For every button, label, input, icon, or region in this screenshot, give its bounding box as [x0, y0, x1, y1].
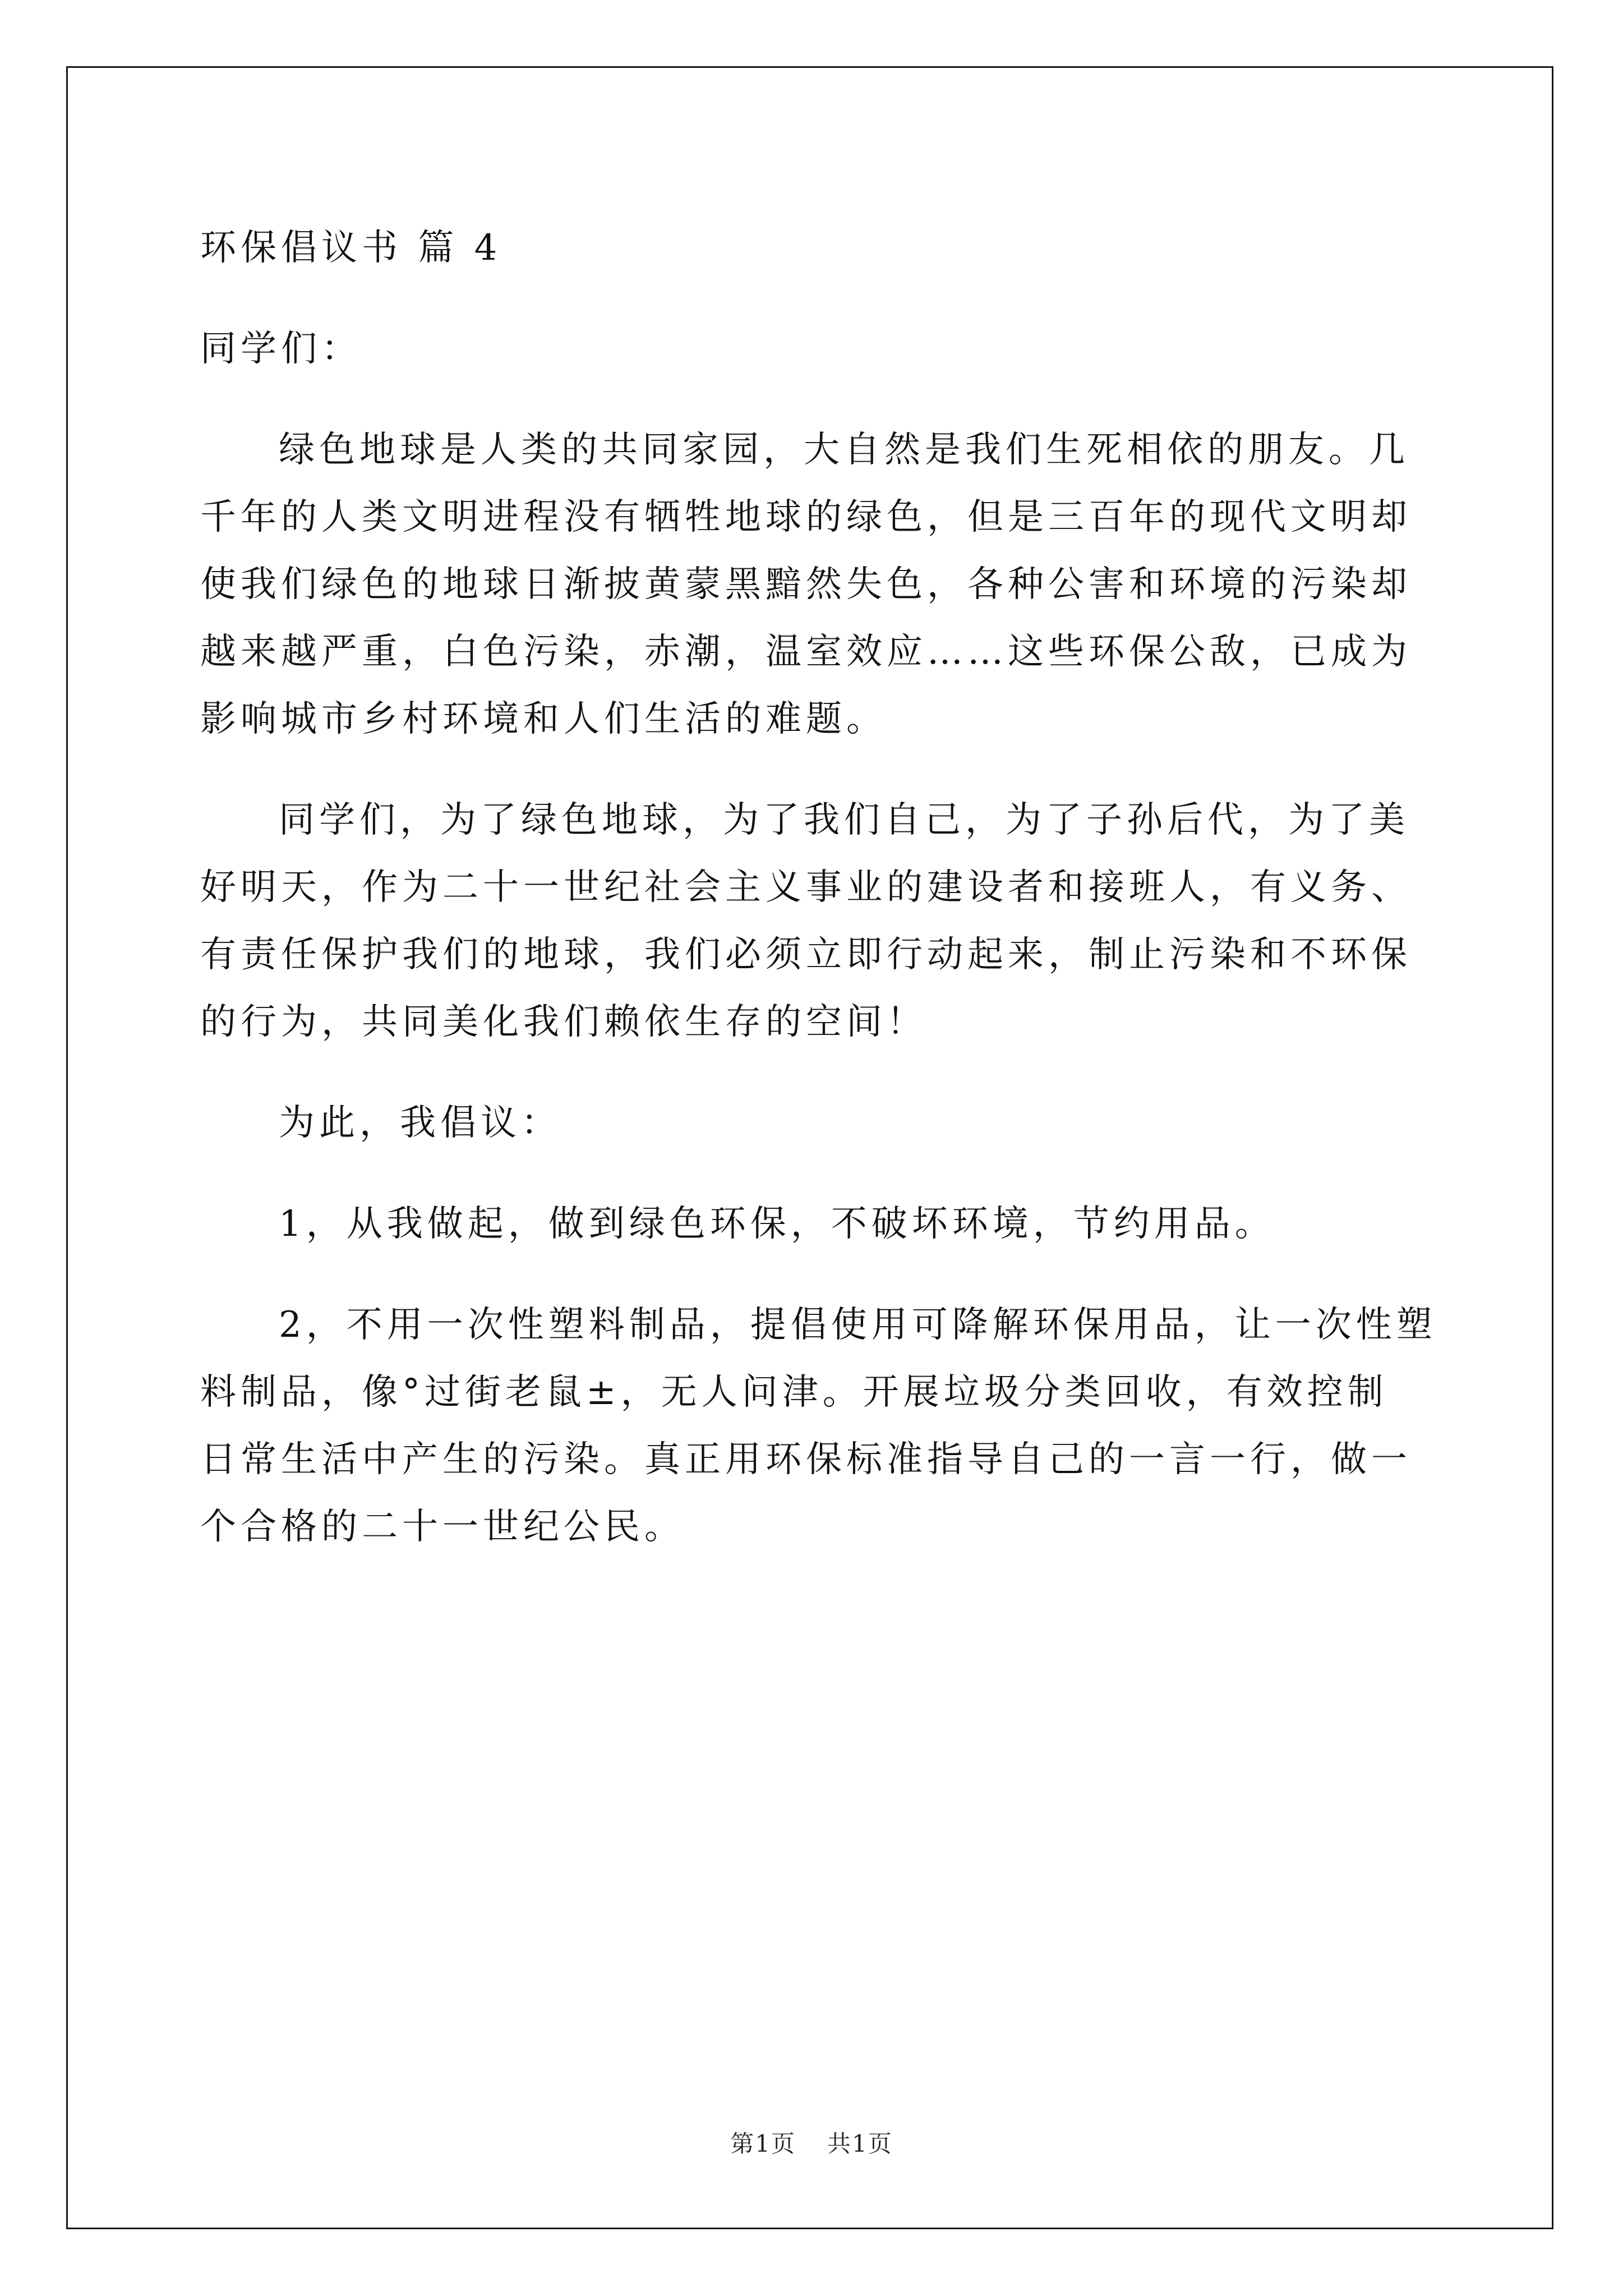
paragraph-1: [200, 416, 1434, 753]
paragraph-line: 个合格的二十一世纪公民。: [200, 1506, 685, 1548]
paragraph-line: 绿色地球是人类的共同家园，大自然是我们生死相依的朋友。几: [279, 429, 1409, 471]
paragraph-line: 越来越严重，白色污染，赤潮，温室效应……这些环保公敌，已成为: [200, 631, 1412, 673]
paragraph-line: 有责任保护我们的地球，我们必须立即行动起来，制止污染和不环保: [200, 934, 1412, 976]
paragraph-line: 日常生活中产生的污染。真正用环保标准指导自己的一言一行，做一: [200, 1439, 1412, 1480]
paragraph-line: 使我们绿色的地球日渐披黄蒙黑黯然失色，各种公害和环境的污染却: [200, 564, 1412, 605]
page-number-current: 第1页: [730, 2130, 796, 2157]
paragraph-line: 影响城市乡村环境和人们生活的难题。: [200, 698, 887, 740]
paragraph-line: 2，不用一次性塑料制品，提倡使用可降解环保用品，让一次性塑: [279, 1304, 1437, 1346]
paragraph-3: [200, 1089, 1434, 1157]
paragraph-line: 为此，我倡议：: [279, 1102, 561, 1144]
document-title: 环保倡议书 篇 4: [200, 227, 502, 269]
paragraph-line: 的行为，共同美化我们赖依生存的空间！: [200, 1001, 927, 1043]
paragraph-5: [200, 1291, 1437, 1561]
paragraph-4: [200, 1190, 1434, 1258]
paragraph-line: 料制品，像°过街老鼠±，无人问津。开展垃圾分类回收，有效控制: [200, 1372, 1388, 1413]
paragraph-line: 好明天，作为二十一世纪社会主义事业的建设者和接班人，有义务、: [200, 867, 1412, 908]
paragraph-line: 同学们，为了绿色地球，为了我们自己，为了子孙后代，为了美: [279, 799, 1409, 841]
page-number-total: 共1页: [827, 2130, 893, 2157]
paragraph-2: [200, 786, 1434, 1056]
paragraph-line: 1，从我做起，做到绿色环保，不破坏环境，节约用品。: [279, 1203, 1275, 1245]
page-footer: [0, 2128, 1623, 2160]
salutation: 同学们：: [200, 328, 362, 370]
paragraph-line: 千年的人类文明进程没有牺牲地球的绿色，但是三百年的现代文明却: [200, 496, 1412, 538]
document-body: [200, 214, 1437, 1561]
